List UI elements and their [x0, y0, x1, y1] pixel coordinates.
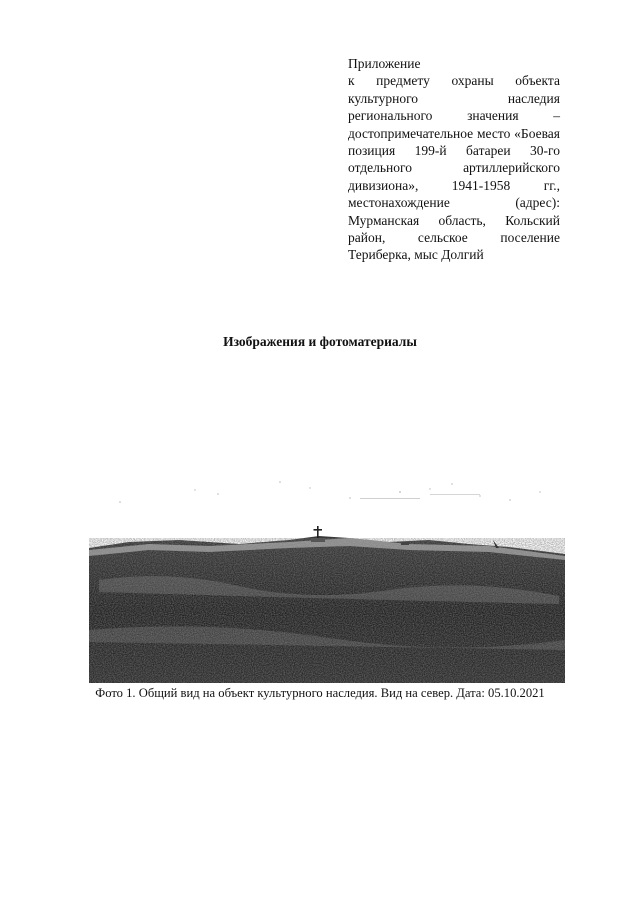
photo-caption: Фото 1. Общий вид на объект культурного наследия. Вид на север. Дата: 05.10.2021 — [95, 686, 545, 700]
section-title: Изображения и фотоматериалы — [223, 334, 417, 349]
appendix-heading: Приложение — [348, 56, 421, 71]
photo-sky-noise — [100, 470, 560, 520]
appendix-block — [348, 55, 560, 264]
landscape-photo — [89, 520, 565, 683]
appendix-text: к предмету охраны объекта культурного наследия регионального значения – достопримечательное место «Боевая позиция 199-й батареи 30-го отдельного артиллерийского дивизиона», 1941-1958 гг., местонахождение (адрес): Мурманская область, Кольский район, сельское поселение Териберка, мыс Долгий — [348, 73, 560, 263]
landscape-photo-image — [89, 520, 565, 683]
